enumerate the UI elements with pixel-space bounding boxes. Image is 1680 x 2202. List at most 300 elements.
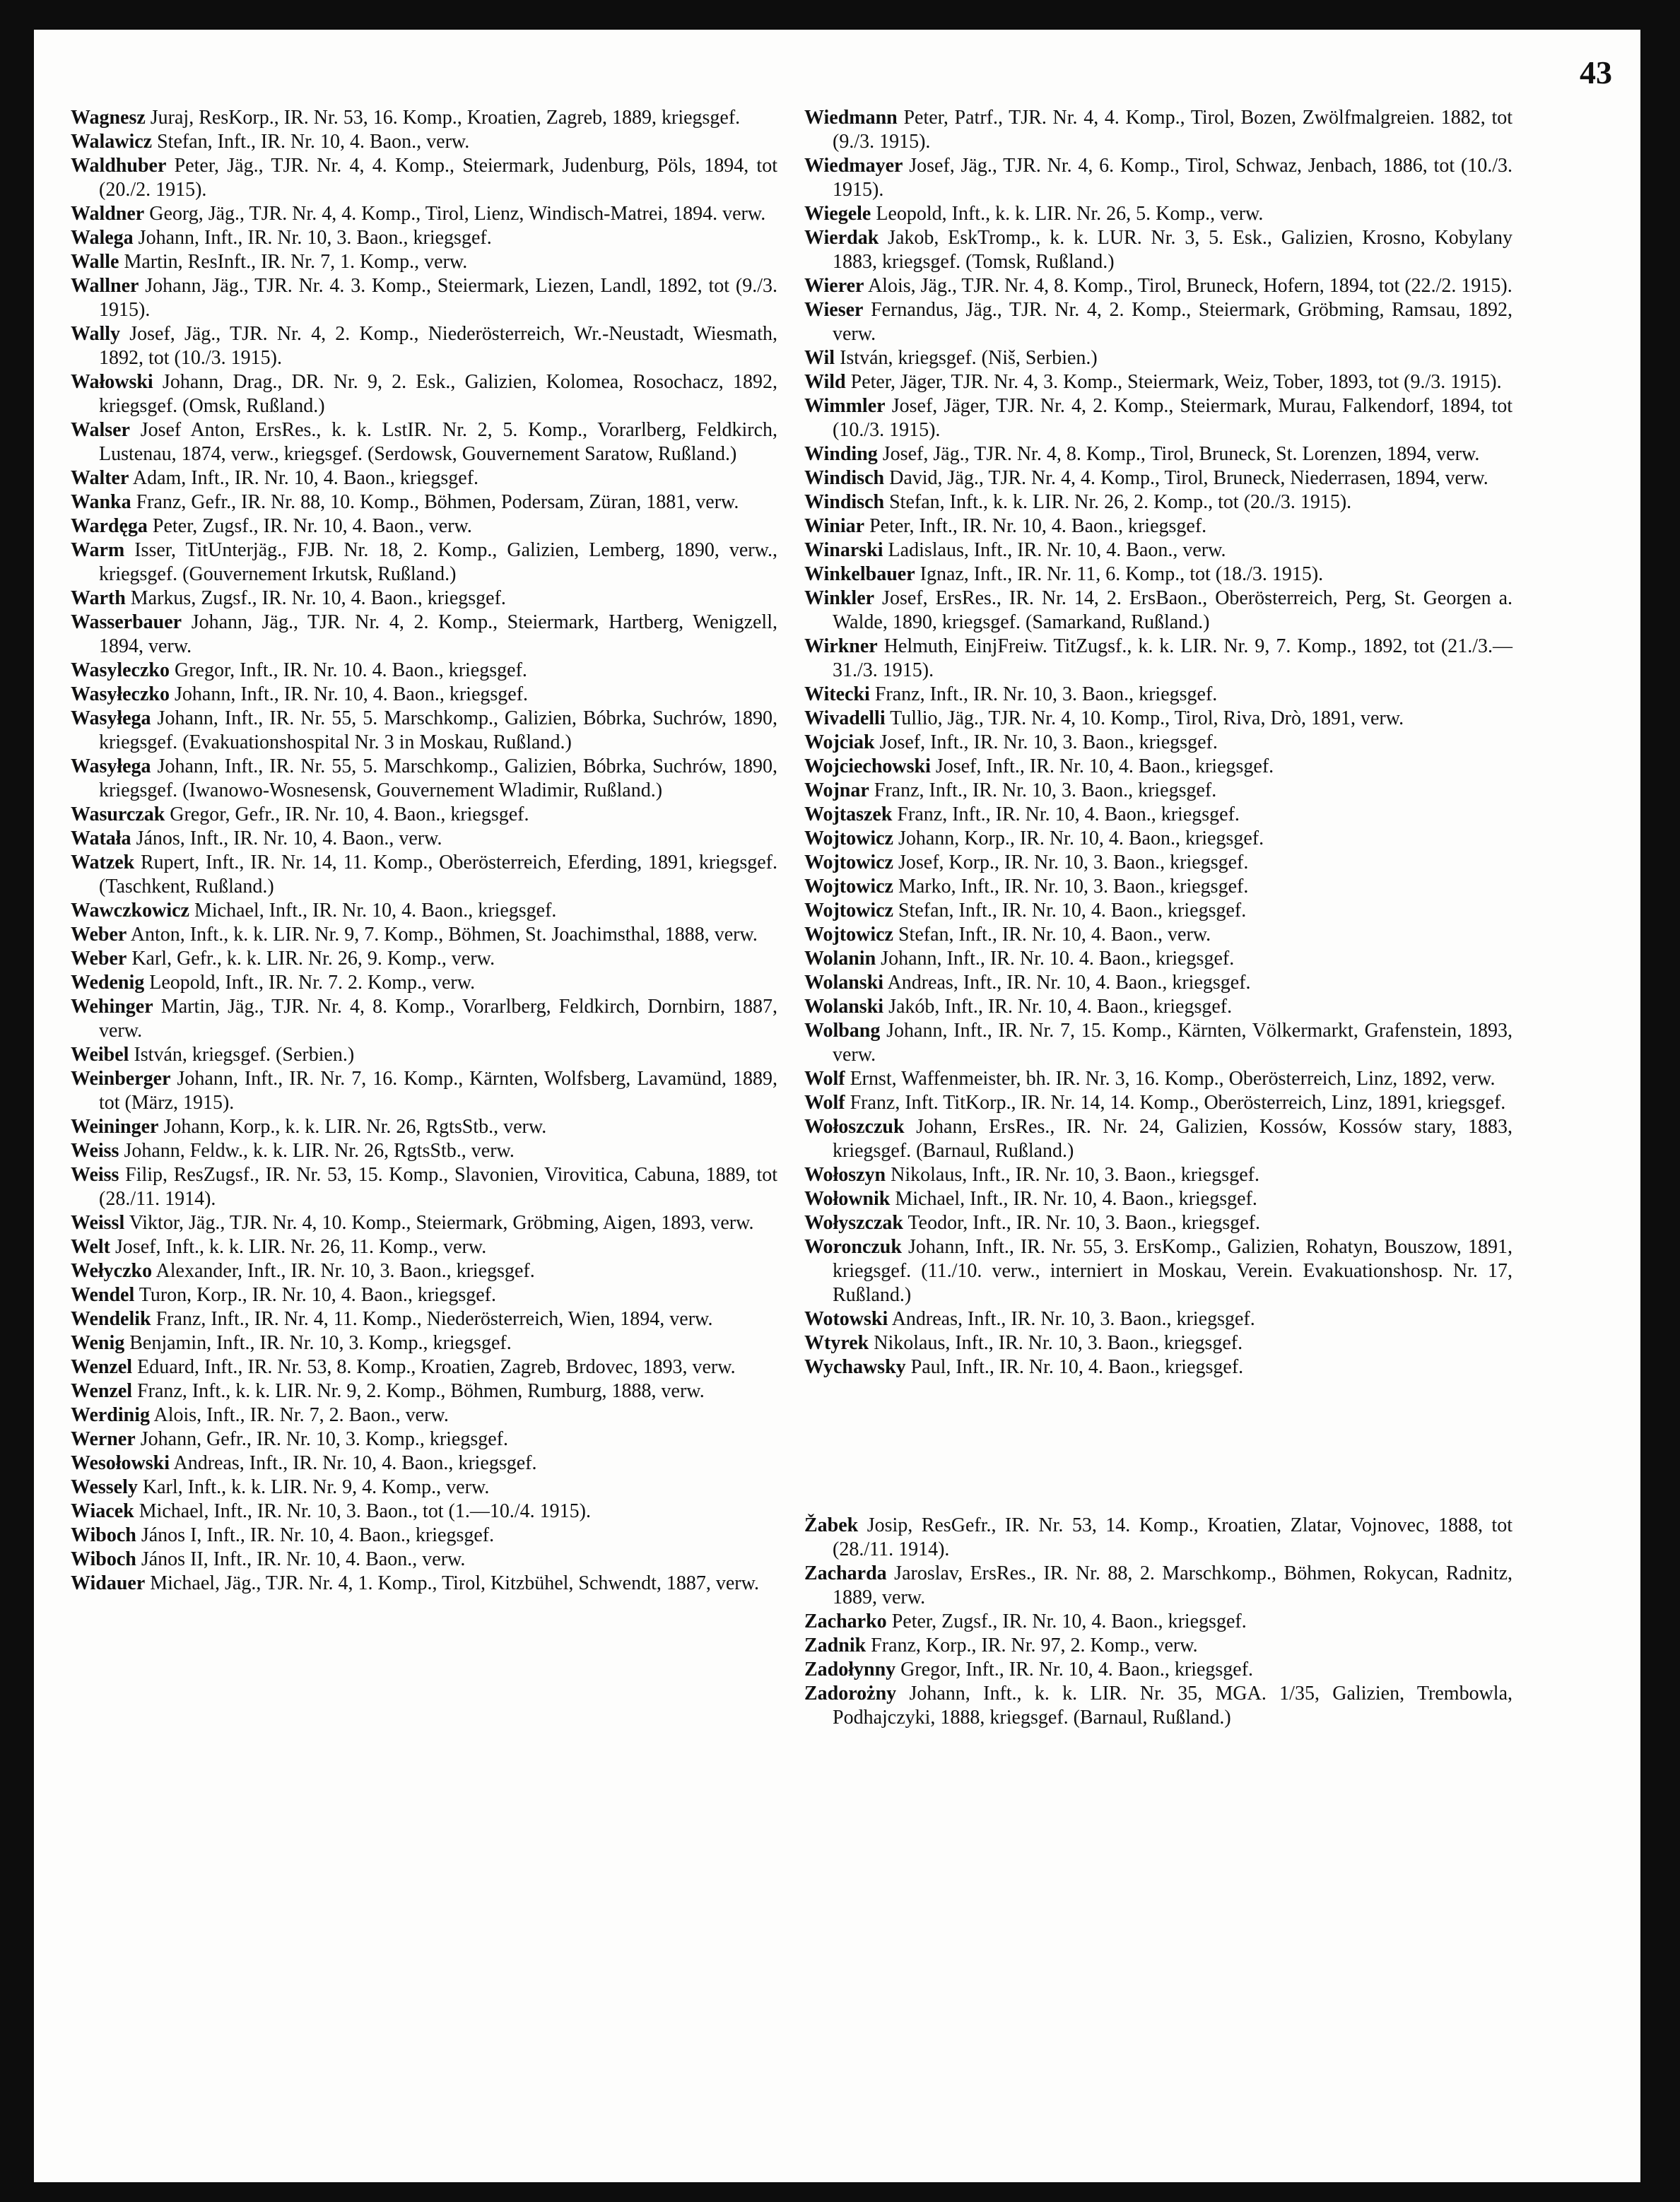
entry-surname: Wiacek xyxy=(71,1500,134,1522)
entry-details: Nikolaus, Inft., IR. Nr. 10, 3. Baon., kriegsgef. xyxy=(869,1332,1243,1354)
entry-details: Johann, Jäg., TJR. Nr. 4, 2. Komp., Steiermark, Hartberg, Wenigzell, 1894, verw. xyxy=(99,611,777,657)
entry-surname: Wedenig xyxy=(71,972,145,994)
entry-details: Martin, ResInft., IR. Nr. 7, 1. Komp., verw. xyxy=(119,251,468,273)
list-entry xyxy=(71,947,777,971)
entry-details: Franz, Inft., k. k. LIR. Nr. 9, 2. Komp., Böhmen, Rumburg, 1888, verw. xyxy=(132,1380,705,1402)
entry-details: Gregor, Inft., IR. Nr. 10, 4. Baon., kriegsgef. xyxy=(895,1659,1254,1680)
entry-surname: Wivadelli xyxy=(804,707,886,729)
list-entry xyxy=(71,1403,777,1427)
list-entry xyxy=(804,1067,1512,1091)
entry-details: Franz, Inft., IR. Nr. 10, 3. Baon., kriegsgef. xyxy=(869,683,1218,705)
entry-details: Franz, Korp., IR. Nr. 97, 2. Komp., verw. xyxy=(866,1635,1198,1656)
entry-details: Josef Anton, ErsRes., k. k. LstIR. Nr. 2, 5. Komp., Vorarlberg, Feldkirch, Lustenau, 1874, verw., kriegsgef. (Serdowsk, Gouvernement Saratow, Rußland.) xyxy=(99,419,777,465)
entry-surname: Zadorożny xyxy=(804,1683,897,1705)
entry-surname: Wolbang xyxy=(804,1020,881,1042)
right-column xyxy=(804,106,1512,1730)
entry-surname: Winarski xyxy=(804,539,883,561)
entry-surname: Weber xyxy=(71,948,127,970)
entry-surname: Widauer xyxy=(71,1572,146,1594)
list-entry xyxy=(71,827,777,851)
entry-details: Adam, Inft., IR. Nr. 10, 4. Baon., kriegsgef. xyxy=(129,467,479,489)
list-entry xyxy=(71,1379,777,1403)
entry-details: Peter, Patrf., TJR. Nr. 4, 4. Komp., Tirol, Bozen, Zwölfmalgreien. 1882, tot (9./3. 1915). xyxy=(833,107,1512,153)
entry-details: Johann, Feldw., k. k. LIR. Nr. 26, RgtsStb., verw. xyxy=(119,1140,515,1162)
entry-surname: Wołoszczuk xyxy=(804,1116,905,1138)
entry-details: János II, Inft., IR. Nr. 10, 4. Baon., verw. xyxy=(136,1548,466,1570)
list-entry xyxy=(71,587,777,611)
entry-surname: Wiedmann xyxy=(804,107,898,129)
entry-surname: Werdinig xyxy=(71,1404,151,1426)
entry-surname: Wełyczko xyxy=(71,1260,153,1282)
entry-details: Johann, Inft., IR. Nr. 7, 15. Komp., Kärnten, Völkermarkt, Grafenstein, 1893, verw. xyxy=(833,1020,1512,1066)
list-entry xyxy=(804,1163,1512,1187)
entry-details: Benjamin, Inft., IR. Nr. 10, 3. Komp., kriegsgef. xyxy=(124,1332,512,1354)
entry-surname: Weininger xyxy=(71,1116,159,1138)
entry-details: Alois, Inft., IR. Nr. 7, 2. Baon., verw. xyxy=(150,1404,449,1426)
list-entry xyxy=(71,1307,777,1331)
entry-surname: Wojtowicz xyxy=(804,828,893,849)
entry-surname: Windisch xyxy=(804,467,885,489)
entry-details: Juraj, ResKorp., IR. Nr. 53, 16. Komp., Kroatien, Zagreb, 1889, kriegsgef. xyxy=(145,107,741,129)
list-entry xyxy=(804,803,1512,827)
entry-details: Franz, Inft., IR. Nr. 10, 4. Baon., kriegsgef. xyxy=(892,803,1240,825)
entry-details: Gregor, Gefr., IR. Nr. 10, 4. Baon., kriegsgef. xyxy=(165,803,529,825)
entry-details: Peter, Jäger, TJR. Nr. 4, 3. Komp., Steiermark, Weiz, Tober, 1893, tot (9./3. 1915). xyxy=(845,371,1502,393)
entry-details: Stefan, Inft., k. k. LIR. Nr. 26, 2. Komp., tot (20./3. 1915). xyxy=(884,491,1352,513)
list-entry xyxy=(804,154,1512,202)
list-entry xyxy=(71,1211,777,1235)
list-entry xyxy=(71,106,777,130)
entry-surname: Waldhuber xyxy=(71,155,167,177)
entry-details: Johann, Drag., DR. Nr. 9, 2. Esk., Galizien, Kolomea, Rosochacz, 1892, kriegsgef. (Omsk, Rußland.) xyxy=(99,371,777,417)
entry-surname: Woronczuk xyxy=(804,1236,902,1258)
entry-surname: Wojtaszek xyxy=(804,803,893,825)
entry-surname: Wasyłega xyxy=(71,707,151,729)
entry-surname: Walle xyxy=(71,251,119,273)
entry-surname: Wolf xyxy=(804,1068,845,1090)
entry-details: Stefan, Inft., IR. Nr. 10, 4. Baon., verw. xyxy=(152,131,470,153)
entry-surname: Weissl xyxy=(71,1212,125,1234)
entry-details: Tullio, Jäg., TJR. Nr. 4, 10. Komp., Tirol, Riva, Drò, 1891, verw. xyxy=(885,707,1404,729)
entry-surname: Witecki xyxy=(804,683,870,705)
entry-surname: Wolf xyxy=(804,1092,845,1114)
entry-surname: Wasurczak xyxy=(71,803,165,825)
entry-details: Peter, Zugsf., IR. Nr. 10, 4. Baon., kriegsgef. xyxy=(886,1611,1247,1632)
list-entry xyxy=(804,851,1512,875)
entry-surname: Winiar xyxy=(804,515,865,537)
entry-details: Gregor, Inft., IR. Nr. 10. 4. Baon., kriegsgef. xyxy=(170,659,527,681)
entry-details: Josef, Jäger, TJR. Nr. 4, 2. Komp., Steiermark, Murau, Falkendorf, 1894, tot (10./3. 1915). xyxy=(833,395,1512,441)
list-entry xyxy=(804,298,1512,346)
entry-surname: Wołoszyn xyxy=(804,1164,886,1186)
list-entry xyxy=(804,514,1512,538)
entry-surname: Zadołynny xyxy=(804,1659,896,1680)
entry-details: Franz, Inft., IR. Nr. 10, 3. Baon., kriegsgef. xyxy=(869,779,1217,801)
entry-details: Johann, Korp., k. k. LIR. Nr. 26, RgtsStb., verw. xyxy=(158,1116,547,1138)
list-entry xyxy=(71,1548,777,1572)
list-entry xyxy=(804,995,1512,1019)
entry-surname: Wally xyxy=(71,323,121,345)
entry-surname: Wasyleczko xyxy=(71,659,170,681)
entry-details: Karl, Inft., k. k. LIR. Nr. 9, 4. Komp., verw. xyxy=(137,1476,490,1498)
entry-details: Eduard, Inft., IR. Nr. 53, 8. Komp., Kroatien, Zagreb, Brdovec, 1893, verw. xyxy=(132,1356,736,1378)
entry-surname: Wimmler xyxy=(804,395,886,417)
list-entry xyxy=(804,1187,1512,1211)
list-entry xyxy=(804,466,1512,490)
entry-details: Anton, Inft., k. k. LIR. Nr. 9, 7. Komp., Böhmen, St. Joachimsthal, 1888, verw. xyxy=(127,924,758,946)
entry-details: Ladislaus, Inft., IR. Nr. 10, 4. Baon., verw. xyxy=(883,539,1226,561)
entry-details: Johann, Korp., IR. Nr. 10, 4. Baon., kriegsgef. xyxy=(893,828,1264,849)
list-entry xyxy=(804,1019,1512,1067)
entry-details: Josef, Jäg., TJR. Nr. 4, 6. Komp., Tirol, Schwaz, Jenbach, 1886, tot (10./3. 1915). xyxy=(833,155,1512,201)
list-entry xyxy=(71,466,777,490)
entry-details: Johann, Inft., IR. Nr. 55, 3. ErsKomp., Galizien, Rohatyn, Bouszow, 1891, kriegsgef. (11./10. verw., interniert in Moskau, Verein. Evakuationshosp. Nr. 17, Rußland.) xyxy=(833,1236,1512,1306)
entry-surname: Wiboch xyxy=(71,1548,136,1570)
entry-surname: Warth xyxy=(71,587,126,609)
entry-details: Karl, Gefr., k. k. LIR. Nr. 26, 9. Komp., verw. xyxy=(127,948,495,970)
entry-surname: Wasyłeczko xyxy=(71,683,170,705)
entry-surname: Wierdak xyxy=(804,227,879,249)
entry-details: Franz, Inft., IR. Nr. 4, 11. Komp., Niederösterreich, Wien, 1894, verw. xyxy=(151,1308,713,1330)
entry-details: Nikolaus, Inft., IR. Nr. 10, 3. Baon., kriegsgef. xyxy=(886,1164,1259,1186)
entry-surname: Wendelik xyxy=(71,1308,151,1330)
entry-surname: Wolanin xyxy=(804,948,876,970)
list-entry xyxy=(804,490,1512,514)
entry-surname: Wieser xyxy=(804,299,864,321)
entry-surname: Wesołowski xyxy=(71,1452,170,1474)
entry-details: Michael, Jäg., TJR. Nr. 4, 1. Komp., Tirol, Kitzbühel, Schwendt, 1887, verw. xyxy=(145,1572,760,1594)
entry-details: Josef, Inft., k. k. LIR. Nr. 26, 11. Komp., verw. xyxy=(110,1236,487,1258)
list-entry xyxy=(71,1235,777,1259)
list-entry xyxy=(71,899,777,923)
entry-details: Josip, ResGefr., IR. Nr. 53, 14. Komp., Kroatien, Zlatar, Vojnovec, 1888, tot (28./11. 1914). xyxy=(833,1514,1512,1560)
list-entry xyxy=(71,851,777,899)
entry-details: Georg, Jäg., TJR. Nr. 4, 4. Komp., Tirol, Lienz, Windisch-Matrei, 1894. verw. xyxy=(144,203,766,225)
list-entry xyxy=(804,202,1512,226)
list-entry xyxy=(71,971,777,995)
entry-details: Leopold, Inft., IR. Nr. 7. 2. Komp., verw. xyxy=(144,972,476,994)
entry-surname: Wołownik xyxy=(804,1188,891,1210)
list-entry xyxy=(804,875,1512,899)
list-entry xyxy=(804,635,1512,683)
list-entry xyxy=(804,755,1512,779)
entry-surname: Wałowski xyxy=(71,371,153,393)
list-entry xyxy=(804,1682,1512,1730)
entry-details: Marko, Inft., IR. Nr. 10, 3. Baon., kriegsgef. xyxy=(893,876,1249,897)
entry-details: Isser, TitUnterjäg., FJB. Nr. 18, 2. Komp., Galizien, Lemberg, 1890, verw., kriegsgef. (Gouvernement Irkutsk, Rußland.) xyxy=(99,539,777,585)
entry-surname: Wasyłega xyxy=(71,755,151,777)
entry-surname: Winkelbauer xyxy=(804,563,915,585)
list-entry xyxy=(804,1211,1512,1235)
entry-surname: Wojciechowski xyxy=(804,755,931,777)
list-entry xyxy=(71,1283,777,1307)
entry-details: Johann, Inft., IR. Nr. 55, 5. Marschkomp., Galizien, Bóbrka, Suchrów, 1890, kriegsgef. (Iwanowo-Wosnesensk, Gouvernement Wladimir, Rußland.) xyxy=(99,755,777,801)
list-entry xyxy=(71,1572,777,1596)
entry-surname: Weiss xyxy=(71,1140,119,1162)
entry-surname: Weber xyxy=(71,924,127,946)
list-entry xyxy=(71,1115,777,1139)
list-entry xyxy=(71,1331,777,1355)
entry-surname: Zadnik xyxy=(804,1635,867,1656)
entry-surname: Watała xyxy=(71,828,131,849)
list-entry xyxy=(71,1524,777,1548)
entry-details: Josef, ErsRes., IR. Nr. 14, 2. ErsBaon., Oberösterreich, Perg, St. Georgen a. Walde, 1890, kriegsgef. (Samarkand, Rußland.) xyxy=(833,587,1512,633)
entry-details: Viktor, Jäg., TJR. Nr. 4, 10. Komp., Steiermark, Gröbming, Aigen, 1893, verw. xyxy=(124,1212,754,1234)
list-entry xyxy=(804,394,1512,442)
list-entry xyxy=(804,1235,1512,1307)
entry-details: Peter, Inft., IR. Nr. 10, 4. Baon., kriegsgef. xyxy=(864,515,1207,537)
entry-surname: Walawicz xyxy=(71,131,153,153)
entry-surname: Werner xyxy=(71,1428,136,1450)
entry-details: Fernandus, Jäg., TJR. Nr. 4, 2. Komp., Steiermark, Gröbming, Ramsau, 1892, verw. xyxy=(833,299,1512,345)
entry-surname: Wild xyxy=(804,371,846,393)
entry-surname: Wolanski xyxy=(804,972,884,994)
entry-surname: Walter xyxy=(71,467,129,489)
entry-details: István, kriegsgef. (Niš, Serbien.) xyxy=(835,347,1098,369)
entry-surname: Windisch xyxy=(804,491,885,513)
entry-surname: Wallner xyxy=(71,275,139,297)
entry-surname: Wolanski xyxy=(804,996,884,1018)
entry-surname: Wiegele xyxy=(804,203,871,225)
entry-surname: Wojciak xyxy=(804,731,875,753)
entry-surname: Wirkner xyxy=(804,635,878,657)
scan-border-top xyxy=(0,0,1680,30)
entry-surname: Winding xyxy=(804,443,878,465)
entry-details: István, kriegsgef. (Serbien.) xyxy=(129,1044,355,1066)
entry-surname: Wtyrek xyxy=(804,1332,869,1354)
section-gap xyxy=(804,1379,1512,1514)
entry-details: Helmuth, EinjFreiw. TitZugsf., k. k. LIR. Nr. 9, 7. Komp., 1892, tot (21./3.—31./3. 1915). xyxy=(833,635,1512,681)
list-entry xyxy=(71,154,777,202)
entry-details: Andreas, Inft., IR. Nr. 10, 4. Baon., kriegsgef. xyxy=(170,1452,537,1474)
list-entry xyxy=(71,803,777,827)
list-entry xyxy=(71,130,777,154)
entry-details: Johann, Inft., IR. Nr. 55, 5. Marschkomp., Galizien, Bóbrka, Suchrów, 1890, kriegsgef. (Evakuationshospital Nr. 3 in Moskau, Rußland.) xyxy=(99,707,777,753)
entry-surname: Wojnar xyxy=(804,779,869,801)
entry-surname: Wenig xyxy=(71,1332,125,1354)
list-entry xyxy=(71,1067,777,1115)
entry-surname: Weibel xyxy=(71,1044,129,1066)
entry-surname: Wołyszczak xyxy=(804,1212,903,1234)
list-entry xyxy=(804,563,1512,587)
entry-details: Andreas, Inft., IR. Nr. 10, 3. Baon., kriegsgef. xyxy=(888,1308,1255,1330)
list-entry xyxy=(804,707,1512,731)
list-entry xyxy=(804,226,1512,274)
entry-surname: Wiedmayer xyxy=(804,155,903,177)
list-entry xyxy=(804,1091,1512,1115)
entry-details: Stefan, Inft., IR. Nr. 10, 4. Baon., kriegsgef. xyxy=(893,900,1247,922)
entry-surname: Wardęga xyxy=(71,515,148,537)
entry-details: Rupert, Inft., IR. Nr. 14, 11. Komp., Oberösterreich, Eferding, 1891, kriegsgef. (Taschkent, Rußland.) xyxy=(99,852,777,897)
entry-surname: Zacharda xyxy=(804,1562,887,1584)
entry-details: Johann, Inft., IR. Nr. 7, 16. Komp., Kärnten, Wolfsberg, Lavamünd, 1889, tot (März, 1915). xyxy=(99,1068,777,1114)
list-entry xyxy=(71,1043,777,1067)
list-entry xyxy=(804,274,1512,298)
list-entry xyxy=(71,1452,777,1476)
entry-details: Josef, Korp., IR. Nr. 10, 3. Baon., kriegsgef. xyxy=(893,852,1249,873)
entry-surname: Žabek xyxy=(804,1514,859,1536)
entry-details: Johann, ErsRes., IR. Nr. 24, Galizien, Kossów, Kossów stary, 1883, kriegsgef. (Barnaul, Rußland.) xyxy=(833,1116,1512,1162)
entry-surname: Welt xyxy=(71,1236,110,1258)
entry-details: Turon, Korp., IR. Nr. 10, 4. Baon., kriegsgef. xyxy=(134,1284,496,1306)
entry-details: Franz, Inft. TitKorp., IR. Nr. 14, 14. Komp., Oberösterreich, Linz, 1891, kriegsgef. xyxy=(845,1092,1506,1114)
scan-border-bottom xyxy=(0,2182,1680,2202)
list-entry xyxy=(71,202,777,226)
list-entry xyxy=(71,538,777,587)
entry-surname: Wenzel xyxy=(71,1380,133,1402)
entry-surname: Wenzel xyxy=(71,1356,133,1378)
entry-surname: Weinberger xyxy=(71,1068,171,1090)
list-entry xyxy=(804,1562,1512,1610)
entry-surname: Wawczkowicz xyxy=(71,900,189,922)
entry-surname: Weiss xyxy=(71,1164,119,1186)
list-entry xyxy=(71,1259,777,1283)
entry-surname: Warm xyxy=(71,539,125,561)
entry-details: Jakob, EskTromp., k. k. LUR. Nr. 3, 5. Esk., Galizien, Krosno, Kobylany 1883, kriegsgef. (Tomsk, Rußland.) xyxy=(833,227,1512,273)
list-entry xyxy=(71,226,777,250)
list-entry xyxy=(804,779,1512,803)
entry-surname: Zacharko xyxy=(804,1611,887,1632)
list-entry xyxy=(71,1139,777,1163)
entry-surname: Wagnesz xyxy=(71,107,146,129)
entry-details: Johann, Inft., IR. Nr. 10. 4. Baon., kriegsgef. xyxy=(876,948,1235,970)
entry-details: János, Inft., IR. Nr. 10, 4. Baon., verw. xyxy=(131,828,442,849)
entry-details: Johann, Inft., IR. Nr. 10, 4. Baon., kriegsgef. xyxy=(170,683,529,705)
entry-surname: Wehinger xyxy=(71,996,153,1018)
entry-details: Peter, Zugsf., IR. Nr. 10, 4. Baon., verw. xyxy=(147,515,472,537)
entry-details: Jakób, Inft., IR. Nr. 10, 4. Baon., kriegsgef. xyxy=(883,996,1233,1018)
list-entry xyxy=(71,418,777,466)
list-entry xyxy=(804,947,1512,971)
entry-details: Josef, Jäg., TJR. Nr. 4, 8. Komp., Tirol, Bruneck, St. Lorenzen, 1894, verw. xyxy=(877,443,1480,465)
entry-surname: Wojtowicz xyxy=(804,852,893,873)
entry-details: Michael, Inft., IR. Nr. 10, 3. Baon., tot (1.—10./4. 1915). xyxy=(134,1500,591,1522)
entry-surname: Watzek xyxy=(71,852,135,873)
entry-details: Filip, ResZugsf., IR. Nr. 53, 15. Komp., Slavonien, Virovitica, Cabuna, 1889, tot (28./11. 1914). xyxy=(99,1164,777,1210)
list-entry xyxy=(804,899,1512,923)
list-entry xyxy=(71,322,777,370)
list-entry xyxy=(804,1514,1512,1562)
right-column-w-entries xyxy=(804,106,1512,1379)
scan-border-right xyxy=(1640,0,1680,2202)
list-entry xyxy=(71,514,777,538)
list-entry xyxy=(71,1500,777,1524)
entry-details: Ignaz, Inft., IR. Nr. 11, 6. Komp., tot (18./3. 1915). xyxy=(915,563,1324,585)
list-entry xyxy=(804,587,1512,635)
entry-details: Johann, Inft., IR. Nr. 10, 3. Baon., kriegsgef. xyxy=(133,227,492,249)
list-entry xyxy=(71,274,777,322)
list-entry xyxy=(804,442,1512,466)
list-entry xyxy=(71,611,777,659)
page-number: 43 xyxy=(1580,54,1612,90)
entry-details: Markus, Zugsf., IR. Nr. 10, 4. Baon., kriegsgef. xyxy=(125,587,506,609)
entry-details: Josef, Jäg., TJR. Nr. 4, 2. Komp., Niederösterreich, Wr.-Neustadt, Wiesmath, 1892, tot (10./3. 1915). xyxy=(99,323,777,369)
list-entry xyxy=(71,995,777,1043)
entry-surname: Waldner xyxy=(71,203,145,225)
entry-surname: Wasserbauer xyxy=(71,611,182,633)
list-entry xyxy=(804,538,1512,563)
list-entry xyxy=(71,490,777,514)
list-entry xyxy=(804,1355,1512,1379)
entry-details: David, Jäg., TJR. Nr. 4, 4. Komp., Tirol, Bruneck, Niederrasen, 1894, verw. xyxy=(884,467,1488,489)
list-entry xyxy=(804,923,1512,947)
entry-details: Martin, Jäg., TJR. Nr. 4, 8. Komp., Vorarlberg, Feldkirch, Dornbirn, 1887, verw. xyxy=(99,996,777,1042)
entry-details: Josef, Inft., IR. Nr. 10, 3. Baon., kriegsgef. xyxy=(874,731,1218,753)
list-entry xyxy=(71,1163,777,1211)
list-entry xyxy=(71,755,777,803)
entry-surname: Wojtowicz xyxy=(804,924,893,946)
list-entry xyxy=(71,370,777,418)
list-entry xyxy=(804,683,1512,707)
entry-details: Johann, Jäg., TJR. Nr. 4. 3. Komp., Steiermark, Liezen, Landl, 1892, tot (9./3. 1915). xyxy=(99,275,777,321)
list-entry xyxy=(804,827,1512,851)
entry-surname: Walser xyxy=(71,419,130,441)
list-entry xyxy=(71,1476,777,1500)
list-entry xyxy=(71,683,777,707)
entry-details: Michael, Inft., IR. Nr. 10, 4. Baon., kriegsgef. xyxy=(890,1188,1257,1210)
entry-details: Franz, Gefr., IR. Nr. 88, 10. Komp., Böhmen, Podersam, Züran, 1881, verw. xyxy=(131,491,739,513)
list-entry xyxy=(804,971,1512,995)
list-entry xyxy=(71,659,777,683)
entry-details: Leopold, Inft., k. k. LIR. Nr. 26, 5. Komp., verw. xyxy=(871,203,1264,225)
entry-surname: Wil xyxy=(804,347,835,369)
entry-details: Stefan, Inft., IR. Nr. 10, 4. Baon., verw. xyxy=(893,924,1211,946)
entry-surname: Wychawsky xyxy=(804,1356,906,1378)
entry-details: Johann, Gefr., IR. Nr. 10, 3. Komp., kriegsgef. xyxy=(135,1428,509,1450)
entry-surname: Walega xyxy=(71,227,134,249)
list-entry xyxy=(804,346,1512,370)
list-entry xyxy=(804,731,1512,755)
list-entry xyxy=(804,106,1512,154)
entry-details: Peter, Jäg., TJR. Nr. 4, 4. Komp., Steiermark, Judenburg, Pöls, 1894, tot (20./2. 1915). xyxy=(99,155,777,201)
entry-details: Alois, Jäg., TJR. Nr. 4, 8. Komp., Tirol, Bruneck, Hofern, 1894, tot (22./2. 1915). xyxy=(864,275,1512,297)
list-entry xyxy=(804,1610,1512,1634)
entry-surname: Wotowski xyxy=(804,1308,888,1330)
entry-details: Josef, Inft., IR. Nr. 10, 4. Baon., kriegsgef. xyxy=(930,755,1274,777)
left-column xyxy=(71,106,777,1596)
right-column-z-entries xyxy=(804,1514,1512,1730)
list-entry xyxy=(71,1355,777,1379)
entry-surname: Wessely xyxy=(71,1476,138,1498)
entry-details: Johann, Inft., k. k. LIR. Nr. 35, MGA. 1/35, Galizien, Trembowla, Podhajczyki, 1888, kriegsgef. (Barnaul, Rußland.) xyxy=(833,1683,1512,1729)
entry-surname: Wanka xyxy=(71,491,131,513)
entry-details: Ernst, Waffenmeister, bh. IR. Nr. 3, 16. Komp., Oberösterreich, Linz, 1892, verw. xyxy=(845,1068,1496,1090)
entry-surname: Wojtowicz xyxy=(804,876,893,897)
entry-surname: Winkler xyxy=(804,587,875,609)
entry-details: Alexander, Inft., IR. Nr. 10, 3. Baon., kriegsgef. xyxy=(152,1260,535,1282)
list-entry xyxy=(804,1658,1512,1682)
entry-details: Michael, Inft., IR. Nr. 10, 4. Baon., kriegsgef. xyxy=(189,900,557,922)
list-entry xyxy=(71,707,777,755)
entry-details: Paul, Inft., IR. Nr. 10, 4. Baon., kriegsgef. xyxy=(905,1356,1244,1378)
entry-details: Jaroslav, ErsRes., IR. Nr. 88, 2. Marschkomp., Böhmen, Rokycan, Radnitz, 1889, verw. xyxy=(833,1562,1512,1608)
scan-border-left xyxy=(0,0,34,2202)
list-entry xyxy=(71,250,777,274)
list-entry xyxy=(71,1427,777,1452)
list-entry xyxy=(71,923,777,947)
entry-details: János I, Inft., IR. Nr. 10, 4. Baon., kriegsgef. xyxy=(136,1524,495,1546)
list-entry xyxy=(804,1307,1512,1331)
entry-surname: Wojtowicz xyxy=(804,900,893,922)
entry-details: Andreas, Inft., IR. Nr. 10, 4. Baon., kriegsgef. xyxy=(883,972,1251,994)
list-entry xyxy=(804,1115,1512,1163)
list-entry xyxy=(804,1634,1512,1658)
list-entry xyxy=(804,370,1512,394)
entry-surname: Wendel xyxy=(71,1284,135,1306)
entry-surname: Wiboch xyxy=(71,1524,136,1546)
list-entry xyxy=(804,1331,1512,1355)
entry-details: Teodor, Inft., IR. Nr. 10, 3. Baon., kriegsgef. xyxy=(903,1212,1260,1234)
